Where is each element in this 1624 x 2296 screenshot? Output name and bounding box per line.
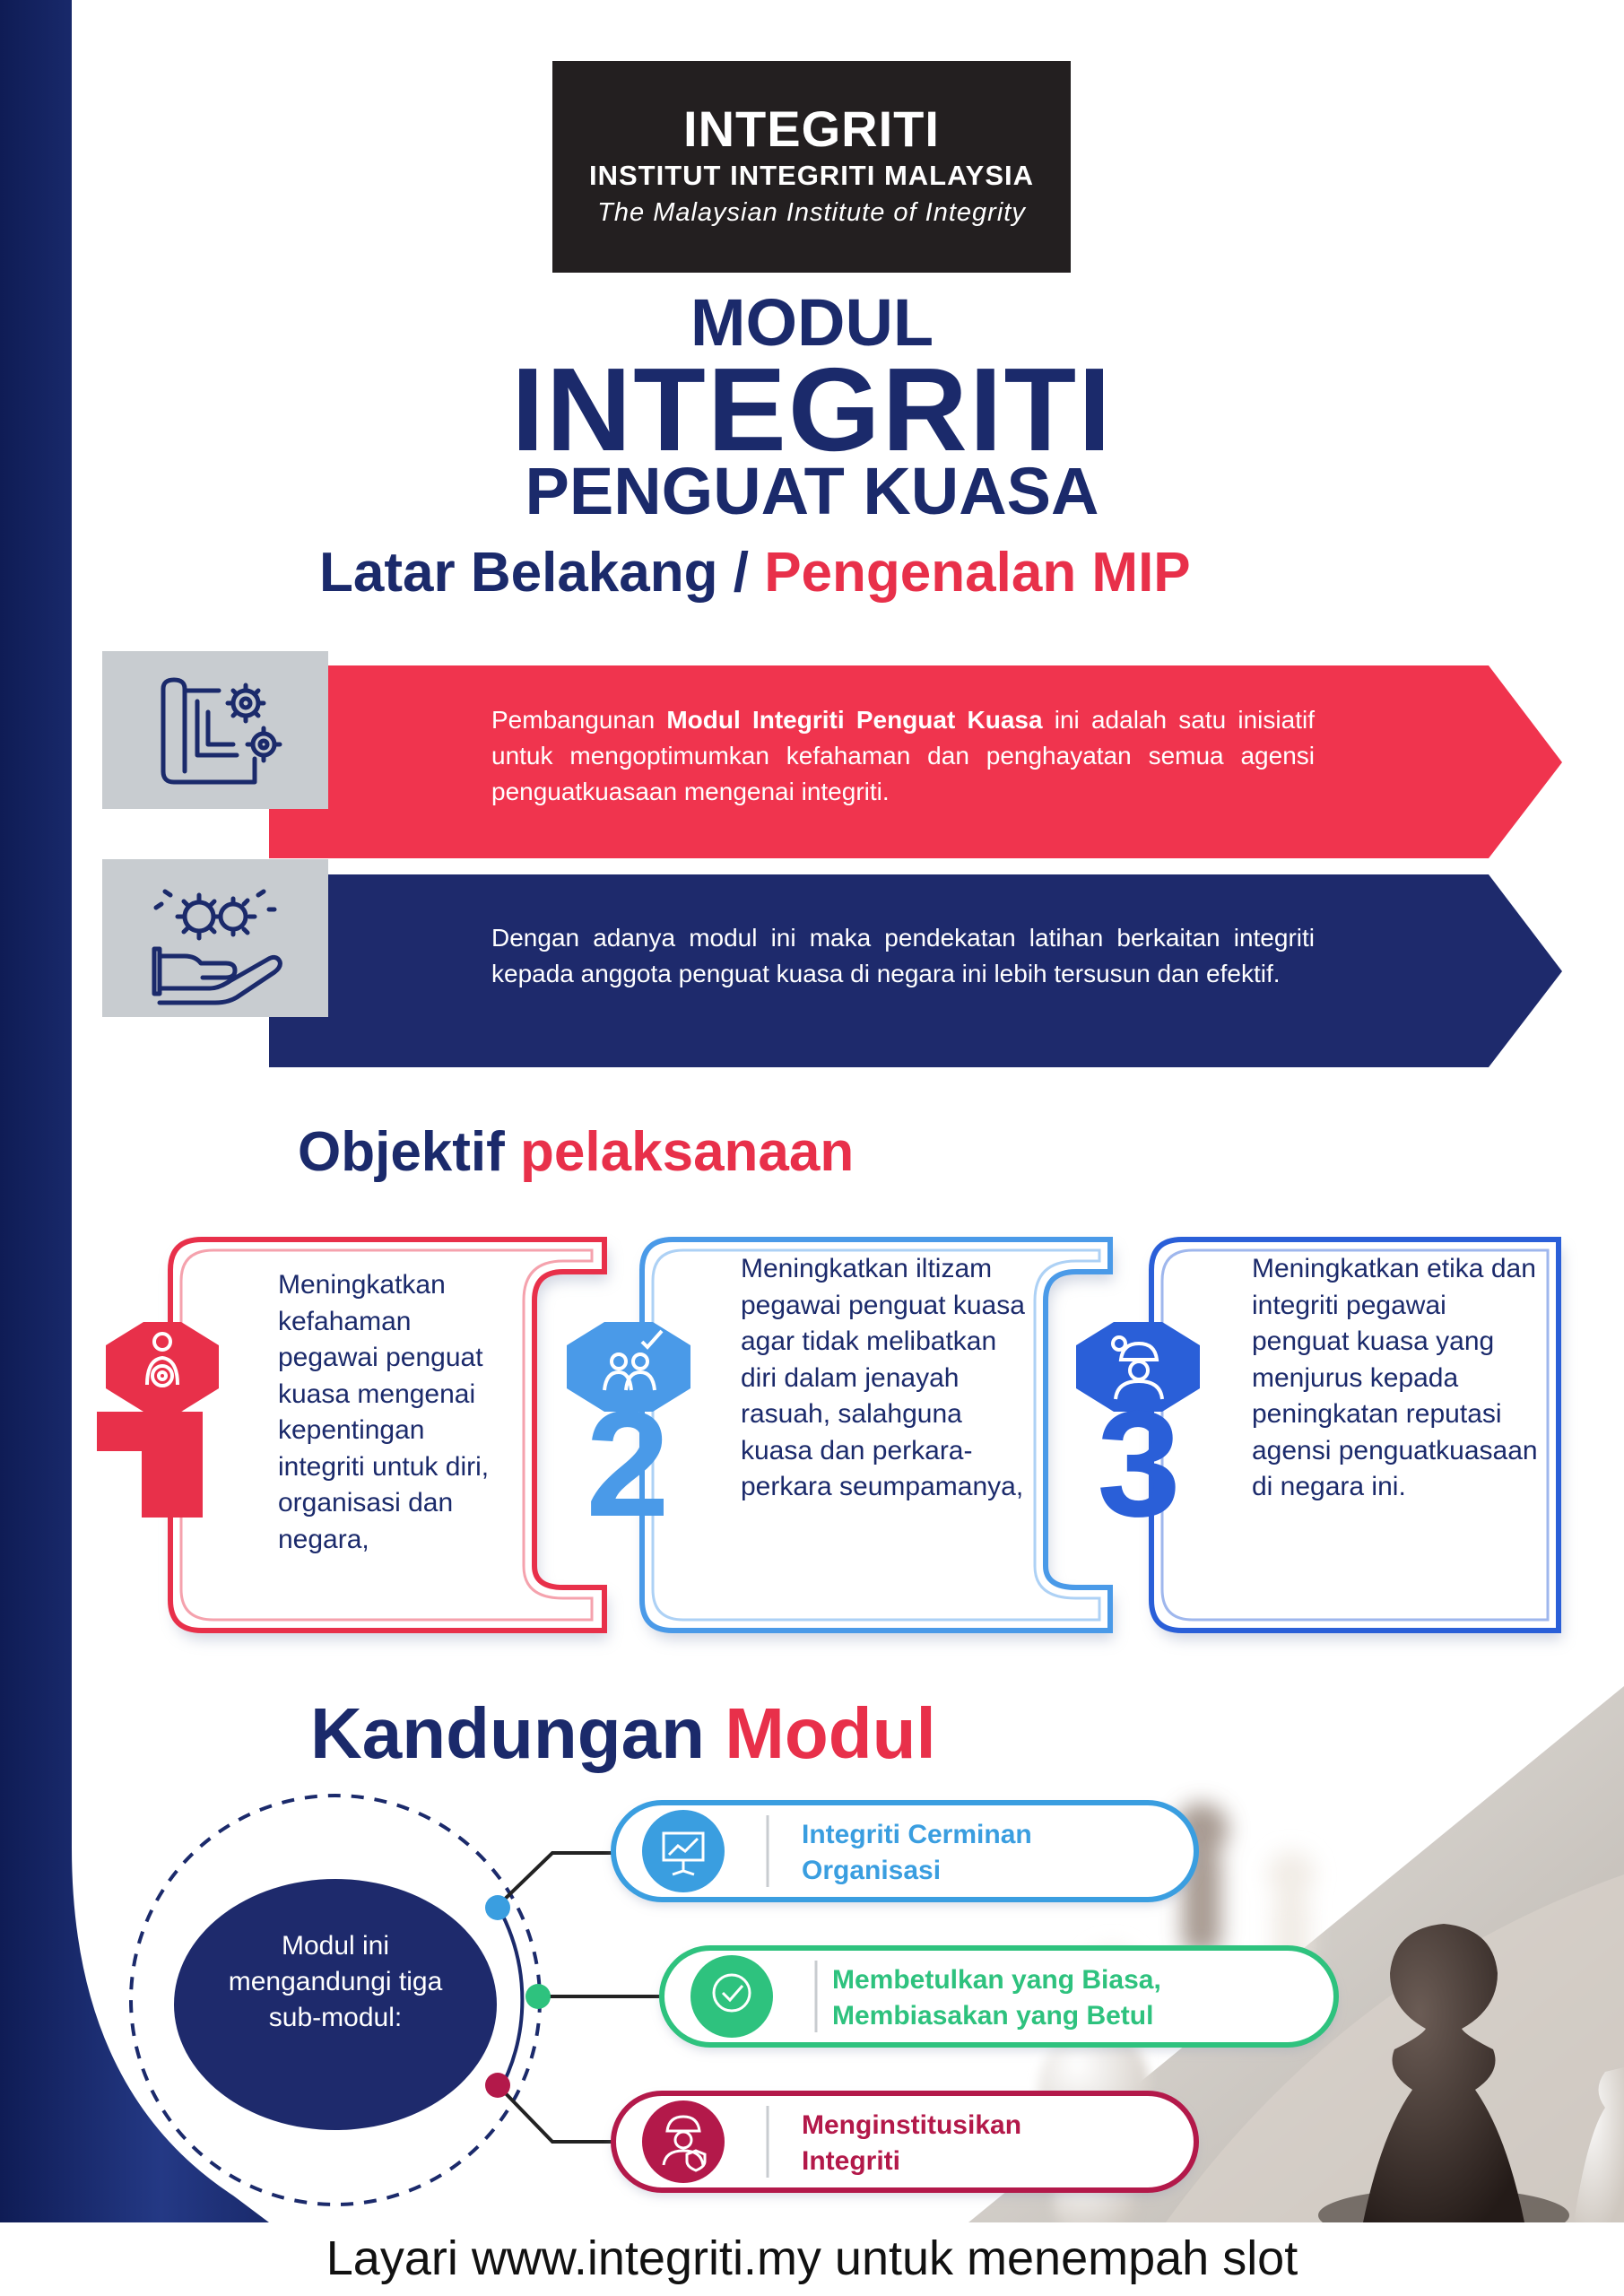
objektif-heading-part1: Objektif	[298, 1121, 505, 1183]
kandungan-heading	[310, 1695, 936, 1772]
integriti-logo	[552, 61, 1071, 273]
module-2-line1: Membetulkan yang Biasa,	[832, 1965, 1161, 1995]
logo-tagline: The Malaysian Institute of Integrity	[597, 198, 1026, 227]
objektif-heading	[298, 1121, 854, 1184]
module-1-line1: Integriti Cerminan	[802, 1820, 1032, 1849]
kandungan-heading-part1: Kandungan	[310, 1693, 705, 1773]
module-2-label	[832, 1962, 1161, 2034]
connector-dot-2	[525, 1984, 551, 2009]
banner-1-text-before: Pembangunan	[491, 706, 667, 734]
center-circle-text: Modul ini mengandungi tiga sub-modul:	[228, 1931, 443, 2032]
module-3-label	[802, 2108, 1021, 2179]
banner-1-icon-tile	[102, 651, 328, 809]
connector-dot-1	[485, 1895, 510, 1920]
banner-1-text-bold: Modul Integriti Penguat Kuasa	[666, 706, 1043, 734]
kandungan-heading-part2: Modul	[725, 1693, 936, 1773]
objective-1-number	[97, 1322, 98, 1323]
logo-title: INTEGRITI	[683, 100, 940, 157]
module-3-line2: Integriti	[802, 2146, 900, 2176]
module-2-line2: Membiasakan yang Betul	[832, 2001, 1154, 2031]
objective-1-badge	[97, 1322, 219, 1518]
hand-gears-icon	[102, 859, 328, 1017]
objective-3-number: 3	[1097, 1379, 1181, 1548]
module-1-label	[802, 1817, 1032, 1889]
logo-subtitle: INSTITUT INTEGRITI MALAYSIA	[588, 160, 1035, 191]
connector-dot-3	[485, 2073, 510, 2098]
title-line-2: INTEGRITI	[511, 344, 1113, 475]
objektif-heading-part2: pelaksanaan	[520, 1121, 855, 1183]
title-line-1: MODUL	[690, 285, 934, 360]
objective-3-text: Meningkatkan etika dan integriti pegawai penguat kuasa yang menjurus kepada peningkatan reputasi agensi penguatkuasaan di negara ini.	[1252, 1254, 1538, 1501]
objective-2-number: 2	[586, 1379, 670, 1548]
objective-1-text: Meningkatkan kefahaman pegawai penguat kuasa mengenai kepentingan integriti untuk diri, organisasi dan negara,	[278, 1270, 490, 1554]
latar-heading	[319, 542, 1191, 604]
title-line-3: PENGUAT KUASA	[525, 454, 1099, 528]
banner-2-icon-tile	[102, 859, 328, 1017]
module-1-line2: Organisasi	[802, 1856, 942, 1885]
latar-heading-part2: Pengenalan MIP	[764, 542, 1191, 604]
banner-1-text-after: ini adalah satu inisiatif untuk mengoptimumkan kefahaman dan penghayatan semua agensi penguatkuasaan mengenai integriti.	[491, 706, 1315, 805]
module-3-line1: Menginstitusikan	[802, 2110, 1022, 2140]
footer-cta: Layari www.integriti.my untuk menempah slot	[0, 2222, 1624, 2296]
blueprint-gears-icon	[102, 651, 328, 809]
latar-heading-part1: Latar Belakang /	[319, 542, 749, 604]
banner-2-text: Dengan adanya modul ini maka pendekatan latihan berkaitan integriti kepada anggota penguat kuasa di negara ini lebih tersusun dan efektif.	[491, 924, 1315, 987]
objective-2-text: Meningkatkan iltizam pegawai penguat kuasa agar tidak melibatkan diri dalam jenayah rasuah, salahguna kuasa dan perkara-perkara seumpamanya,	[741, 1254, 1025, 1501]
banner-1-text	[491, 702, 1315, 810]
